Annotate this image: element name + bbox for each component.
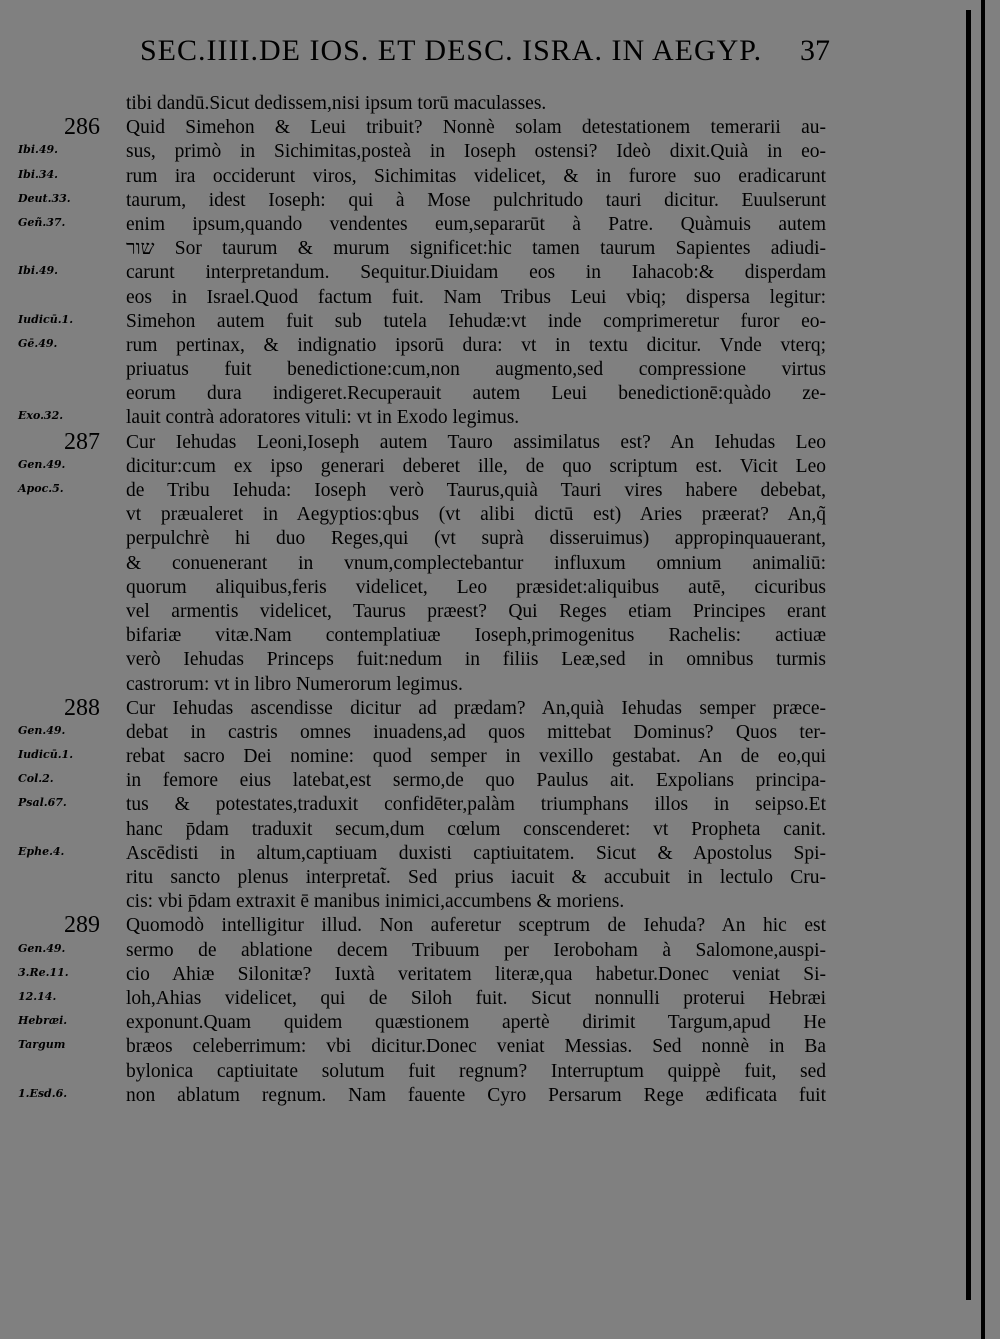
text-line bbox=[0, 648, 1000, 672]
text-line bbox=[0, 455, 1000, 479]
text-line bbox=[0, 673, 1000, 697]
text-line bbox=[0, 310, 1000, 334]
line-text: eos in Israel.Quod factum fuit. Nam Tribus Leui vbiq; dispersa legitur: bbox=[126, 286, 826, 308]
marginal-reference: Deut.33. bbox=[18, 191, 71, 205]
marginal-reference: Iudicū.1. bbox=[18, 748, 74, 762]
text-line bbox=[0, 890, 1000, 914]
line-text: sus, primò in Sichimitas,posteà in Ioseph ostensi? Ideò dixit.Quià in eo- bbox=[126, 141, 826, 163]
marginal-reference: Apoc.5. bbox=[18, 482, 64, 495]
line-text: bylonica captiuitate solutum fuit regnum? Interruptum quippè fuit, sed bbox=[126, 1060, 826, 1082]
marginal-reference: 12.14. bbox=[18, 989, 57, 1003]
line-text: Simehon autem fuit sub tutela Iehudæ:vt inde comprimeretur furor eo- bbox=[126, 310, 826, 332]
marginal-reference: Ibi.49. bbox=[18, 143, 58, 157]
line-text: priuatus fuit benedictione:cum,non augmento,sed compressione virtus bbox=[126, 359, 826, 381]
line-text: rum pertinax, & indignatio ipsorū dura: vt in textu dicitur. Vnde vterq; bbox=[126, 334, 826, 356]
line-text: tibi dandū.Sicut dedissem,nisi ipsum torū maculasses. bbox=[126, 93, 547, 114]
line-text: cis: vbi p̄dam extraxit ē manibus inimici,accumbens & moriens. bbox=[126, 891, 625, 913]
text-line bbox=[0, 503, 1000, 527]
marginal-reference: Ibi.49. bbox=[18, 264, 58, 278]
text-line bbox=[0, 987, 1000, 1011]
text-line bbox=[0, 428, 1000, 455]
marginal-reference: Iudicū.1. bbox=[18, 312, 74, 326]
text-line bbox=[0, 237, 1000, 261]
marginal-reference: 1.Esd.6. bbox=[18, 1086, 68, 1100]
section-number: 287 bbox=[64, 428, 100, 455]
line-text: שור Sor taurum & murum significet:hic tamen taurum Sapientes adiudi- bbox=[126, 238, 826, 260]
text-line bbox=[0, 576, 1000, 600]
line-text: Cur Iehudas ascendisse dicitur ad prædam? An,quià Iehudas semper præce- bbox=[126, 697, 826, 719]
text-line bbox=[0, 866, 1000, 890]
line-text: debat in castris omnes inuadens,ad quos mittebat Dominus? Quos ter- bbox=[126, 721, 826, 743]
section-number: 289 bbox=[64, 912, 100, 939]
marginal-reference: Ephe.4. bbox=[18, 844, 65, 858]
text-line bbox=[0, 721, 1000, 745]
marginal-reference: Targum bbox=[18, 1038, 66, 1052]
line-text: Quomodò intelligitur illud. Non auferetur sceptrum de Iehuda? An hic est bbox=[126, 915, 826, 937]
line-text: non ablatum regnum. Nam fauente Cyro Persarum Rege ædificata fuit bbox=[126, 1084, 826, 1106]
line-text: loh,Ahias videlicet, qui de Siloh fuit. Sicut nonnulli proterui Hebræi bbox=[126, 987, 826, 1009]
text-line bbox=[0, 552, 1000, 576]
text-line bbox=[0, 286, 1000, 310]
line-text: Ascēdisti in altum,captiuam duxisti captiuitatem. Sicut & Apostolus Spi- bbox=[126, 842, 826, 864]
marginal-reference: Ibi.34. bbox=[18, 167, 58, 181]
running-header bbox=[140, 34, 830, 72]
text-line bbox=[0, 116, 1000, 140]
line-text: exponunt.Quam quidem quæstionem apertè dirimit Targum,apud He bbox=[126, 1012, 826, 1034]
line-text: perpulchrè hi duo Reges,qui (vt suprà disseruimus) appropinquauerant, bbox=[126, 528, 826, 550]
line-text: Cur Iehudas Leoni,Ioseph autem Tauro assimilatus est? An Iehudas Leo bbox=[126, 431, 826, 453]
line-text: in femore eius latebat,est sermo,de quo Paulus ait. Expolians principa- bbox=[126, 770, 826, 792]
text-line bbox=[0, 1084, 1000, 1108]
text-line bbox=[0, 479, 1000, 503]
section-number: 286 bbox=[64, 114, 100, 141]
line-text: taurum, idest Ioseph: qui à Mose pulchritudo tauri dicitur. Euulserunt bbox=[126, 189, 826, 211]
text-line bbox=[0, 92, 1000, 116]
marginal-reference: Gen.49. bbox=[18, 941, 66, 955]
text-line bbox=[0, 769, 1000, 793]
line-text: enim ipsum,quando vendentes eum,separarūt à Patre. Quàmuis autem bbox=[126, 213, 826, 235]
text-line bbox=[0, 189, 1000, 213]
text-line bbox=[0, 213, 1000, 237]
marginal-reference: Psal.67. bbox=[18, 796, 67, 810]
text-line bbox=[0, 818, 1000, 842]
marginal-reference: Col.2. bbox=[18, 772, 54, 786]
text-line bbox=[0, 1011, 1000, 1035]
line-text: Quid Simehon & Leui tribuit? Nonnè solam detestationem temerarii au- bbox=[126, 117, 826, 139]
text-line bbox=[0, 527, 1000, 551]
line-text: tus & potestates,traduxit confidēter,palàm triumphans illos in seipso.Et bbox=[126, 794, 826, 816]
line-text: bifariæ vitæ.Nam contemplatiuæ Ioseph,primogenitus Rachelis: actiuæ bbox=[126, 625, 826, 647]
running-title: SEC.IIII.DE IOS. ET DESC. ISRA. IN AEGYP. bbox=[140, 34, 763, 67]
text-line bbox=[0, 694, 1000, 721]
line-text: castrorum: vt in libro Numerorum legimus. bbox=[126, 673, 463, 695]
line-text: vt præualeret in Aegyptios:qbus (vt alibi dictū est) Aries præerat? An,q̃ bbox=[126, 504, 826, 526]
text-line bbox=[0, 261, 1000, 285]
text-line bbox=[0, 1035, 1000, 1059]
line-text: & conuenerant in vnum,complectebantur influxum omnium animaliū: bbox=[126, 552, 826, 574]
line-text: eorum dura indigeret.Recuperauit autem Leui benedictionē:quàdo ze- bbox=[126, 383, 826, 405]
line-text: rebat sacro Dei nomine: quod semper in vexillo gestabat. An de eo,qui bbox=[126, 746, 826, 768]
text-body bbox=[0, 92, 1000, 1108]
line-text: sermo de ablatione decem Tribuum per Ieroboham à Salomone,auspi- bbox=[126, 939, 826, 961]
marginal-reference: Exo.32. bbox=[18, 409, 64, 423]
text-line bbox=[0, 140, 1000, 164]
text-line bbox=[0, 406, 1000, 430]
line-text: lauit contrà adoratores vituli: vt in Exodo legimus. bbox=[126, 407, 520, 429]
line-text: bræos celeberrimum: vbi dicitur.Donec veniat Messias. Sed nonnè in Ba bbox=[126, 1036, 826, 1058]
text-line bbox=[0, 600, 1000, 624]
line-text: carunt interpretandum. Sequitur.Diuidam eos in Iahacob:& disperdam bbox=[126, 262, 826, 284]
line-text: de Tribu Iehuda: Ioseph verò Taurus,quià Tauri vires habere debebat, bbox=[126, 480, 826, 501]
text-line bbox=[0, 382, 1000, 406]
line-text: hanc p̄dam traduxit secum,dum cœlum conscenderet: vt Propheta canit. bbox=[126, 818, 826, 840]
line-text: vel armentis videlicet, Taurus præest? Qui Reges etiam Principes erant bbox=[126, 600, 826, 622]
line-text: cio Ahiæ Silonitæ? Iuxtà veritatem literæ,qua habetur.Donec veniat Si- bbox=[126, 963, 826, 985]
marginal-reference: Gen.49. bbox=[18, 723, 66, 737]
marginal-reference: Gen.49. bbox=[18, 457, 66, 471]
text-line bbox=[0, 334, 1000, 358]
text-line bbox=[0, 1060, 1000, 1084]
text-line bbox=[0, 745, 1000, 769]
text-line bbox=[0, 963, 1000, 987]
line-text: quorum aliquibus,feris videlicet, Leo præsidet:aliquibus autē, cicuribus bbox=[126, 576, 826, 598]
marginal-reference: 3.Re.11. bbox=[18, 965, 69, 979]
page-number: 37 bbox=[800, 34, 830, 67]
line-text: dicitur:cum ex ipso generari deberet ille, de quo scriptum est. Vicit Leo bbox=[126, 455, 826, 477]
marginal-reference: Hebræi. bbox=[18, 1014, 68, 1028]
marginal-reference: Geñ.37. bbox=[18, 215, 66, 229]
text-line bbox=[0, 914, 1000, 938]
section-number: 288 bbox=[64, 694, 100, 721]
text-line bbox=[0, 939, 1000, 963]
text-line bbox=[0, 793, 1000, 817]
text-line bbox=[0, 358, 1000, 382]
line-text: ritu sancto plenus interpretat̃. Sed prius iacuit & accubuit in lectulo Cru- bbox=[126, 867, 826, 888]
marginal-reference: Gē.49. bbox=[18, 336, 58, 350]
line-text: rum ira occiderunt viros, Sichimitas videlicet, & in furore suo eradicarunt bbox=[126, 165, 826, 187]
text-line bbox=[0, 624, 1000, 648]
line-text: verò Iehudas Princeps fuit:nedum in filiis Leæ,sed in omnibus turmis bbox=[126, 649, 826, 671]
text-line bbox=[0, 842, 1000, 866]
text-line bbox=[0, 165, 1000, 189]
